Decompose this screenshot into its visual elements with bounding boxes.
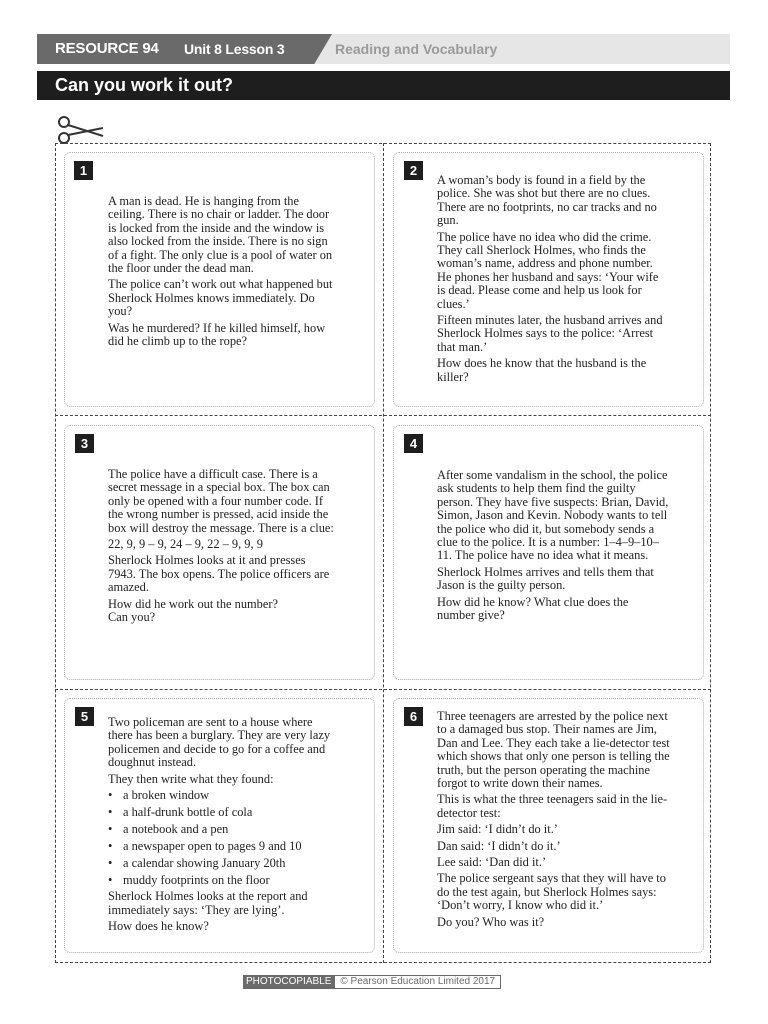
- card-number: 3: [75, 434, 94, 453]
- card-paragraph: Three teenagers are arrested by the police next to a damaged bus stop. Their names are Jim, Dan and Lee. They each take a lie-detector test which shows that only one person is telling the truth, but the person operating the machine forgot to write down their names.: [437, 709, 670, 791]
- card-question: How does he know that the husband is the killer?: [437, 356, 647, 384]
- list-item: • a half-drunk bottle of cola: [108, 806, 334, 819]
- card-question: Do you? Who was it?: [437, 914, 545, 929]
- cut-line-vertical: [383, 143, 384, 963]
- card-paragraph: The police have no idea who did the crime. They call Sherlock Holmes, who finds the woman’s name, address and phone number. He phones her husband and says: ‘Your wife is dead. Please come and help us look for clues.’: [437, 229, 659, 311]
- evidence-list: [108, 789, 334, 887]
- list-item: • a newspaper open to pages 9 and 10: [108, 840, 334, 853]
- card-number: 2: [404, 161, 423, 180]
- card-number: 6: [404, 707, 423, 726]
- card-number: 1: [74, 161, 93, 180]
- copyright-notice: © Pearson Education Limited 2017: [334, 975, 501, 989]
- card-text: [108, 195, 336, 351]
- card-text: [437, 710, 671, 932]
- card-paragraph: The police can’t work out what happened but Sherlock Holmes knows immediately. Do you?: [108, 277, 333, 319]
- card-number: 5: [75, 707, 94, 726]
- card-paragraph: Sherlock Holmes looks at it and presses 7943. The box opens. The police officers are amazed.: [108, 553, 330, 595]
- page-title: Can you work it out?: [55, 75, 233, 95]
- card-clue: 22, 9, 9 – 9, 24 – 9, 22 – 9, 9, 9: [108, 537, 263, 552]
- card-paragraph: A woman’s body is found in a field by the police. She was shot but there are no clues. There are no footprints, no car tracks and no gun.: [437, 173, 657, 228]
- section-name: Reading and Vocabulary: [335, 41, 498, 57]
- list-item: • a notebook and a pen: [108, 823, 334, 836]
- scissors-icon: [55, 114, 105, 146]
- card-question: How did he know? What clue does the number give?: [437, 594, 629, 623]
- card-paragraph: A man is dead. He is hanging from the ceiling. There is no chair or ladder. The door is locked from the inside and the window is also locked from the inside. There is no sign of a fight. The only clue is a pool of water on the floor under the dead man.: [108, 194, 333, 276]
- title-bar: [37, 71, 730, 100]
- card-number: 4: [404, 434, 423, 453]
- card-quote: Lee said: ‘Dan did it.’: [437, 855, 547, 870]
- card-quote: Dan said: ‘I didn’t do it.’: [437, 838, 561, 853]
- card-paragraph: Sherlock Holmes looks at the report and immediately says: ‘They are lying’.: [108, 889, 308, 917]
- card-paragraph: Sherlock Holmes arrives and tells them that Jason is the guilty person.: [437, 564, 654, 593]
- card-paragraph: After some vandalism in the school, the police ask students to help them find the guilty person. They have five suspects: Brian, David, Simon, Jason and Kevin. Nobody wants to tell the police who did it, but somebody sends a clue to the police. It is a number: 1–4–9–10–11. The police have no idea what it means.: [437, 468, 669, 563]
- card-text: [437, 469, 669, 625]
- card-quote: Jim said: ‘I didn’t do it.’: [437, 822, 558, 837]
- list-item: • a calendar showing January 20th: [108, 857, 334, 870]
- footer: [243, 975, 501, 989]
- card-text: [437, 174, 669, 387]
- card-question: Was he murdered? If he killed himself, how did he climb up to the rope?: [108, 320, 326, 349]
- resource-header: [37, 34, 730, 64]
- card-paragraph: The police have a difficult case. There is a secret message in a special box. The box can only be opened with a four number code. If the wrong number is pressed, acid inside the box will destroy the message. There is a clue:: [108, 467, 334, 535]
- card-paragraph: Two policeman are sent to a house where there has been a burglary. They are very lazy policemen and decide to go for a coffee and doughnut instead.: [108, 715, 331, 770]
- card-question: How did he work out the number? Can you?: [108, 596, 278, 625]
- unit-lesson: Unit 8 Lesson 3: [184, 41, 285, 57]
- photocopiable-badge: PHOTOCOPIABLE: [243, 975, 334, 989]
- list-item: • muddy footprints on the floor: [108, 874, 334, 887]
- list-item: • a broken window: [108, 789, 334, 802]
- card-question: How does he know?: [108, 919, 209, 934]
- card-text: [108, 468, 334, 627]
- card-paragraph: They then write what they found:: [108, 771, 274, 786]
- card-paragraph: This is what the three teenagers said in the lie-detector test:: [437, 792, 668, 820]
- card-paragraph: Fifteen minutes later, the husband arrives and Sherlock Holmes says to the police: ‘Arrest that man.’: [437, 313, 663, 354]
- card-text: [108, 716, 334, 937]
- resource-number: RESOURCE 94: [55, 40, 159, 57]
- card-paragraph: The police sergeant says that they will have to do the test again, but Sherlock Holmes says: ‘Don’t worry, I know who did it.’: [437, 871, 666, 913]
